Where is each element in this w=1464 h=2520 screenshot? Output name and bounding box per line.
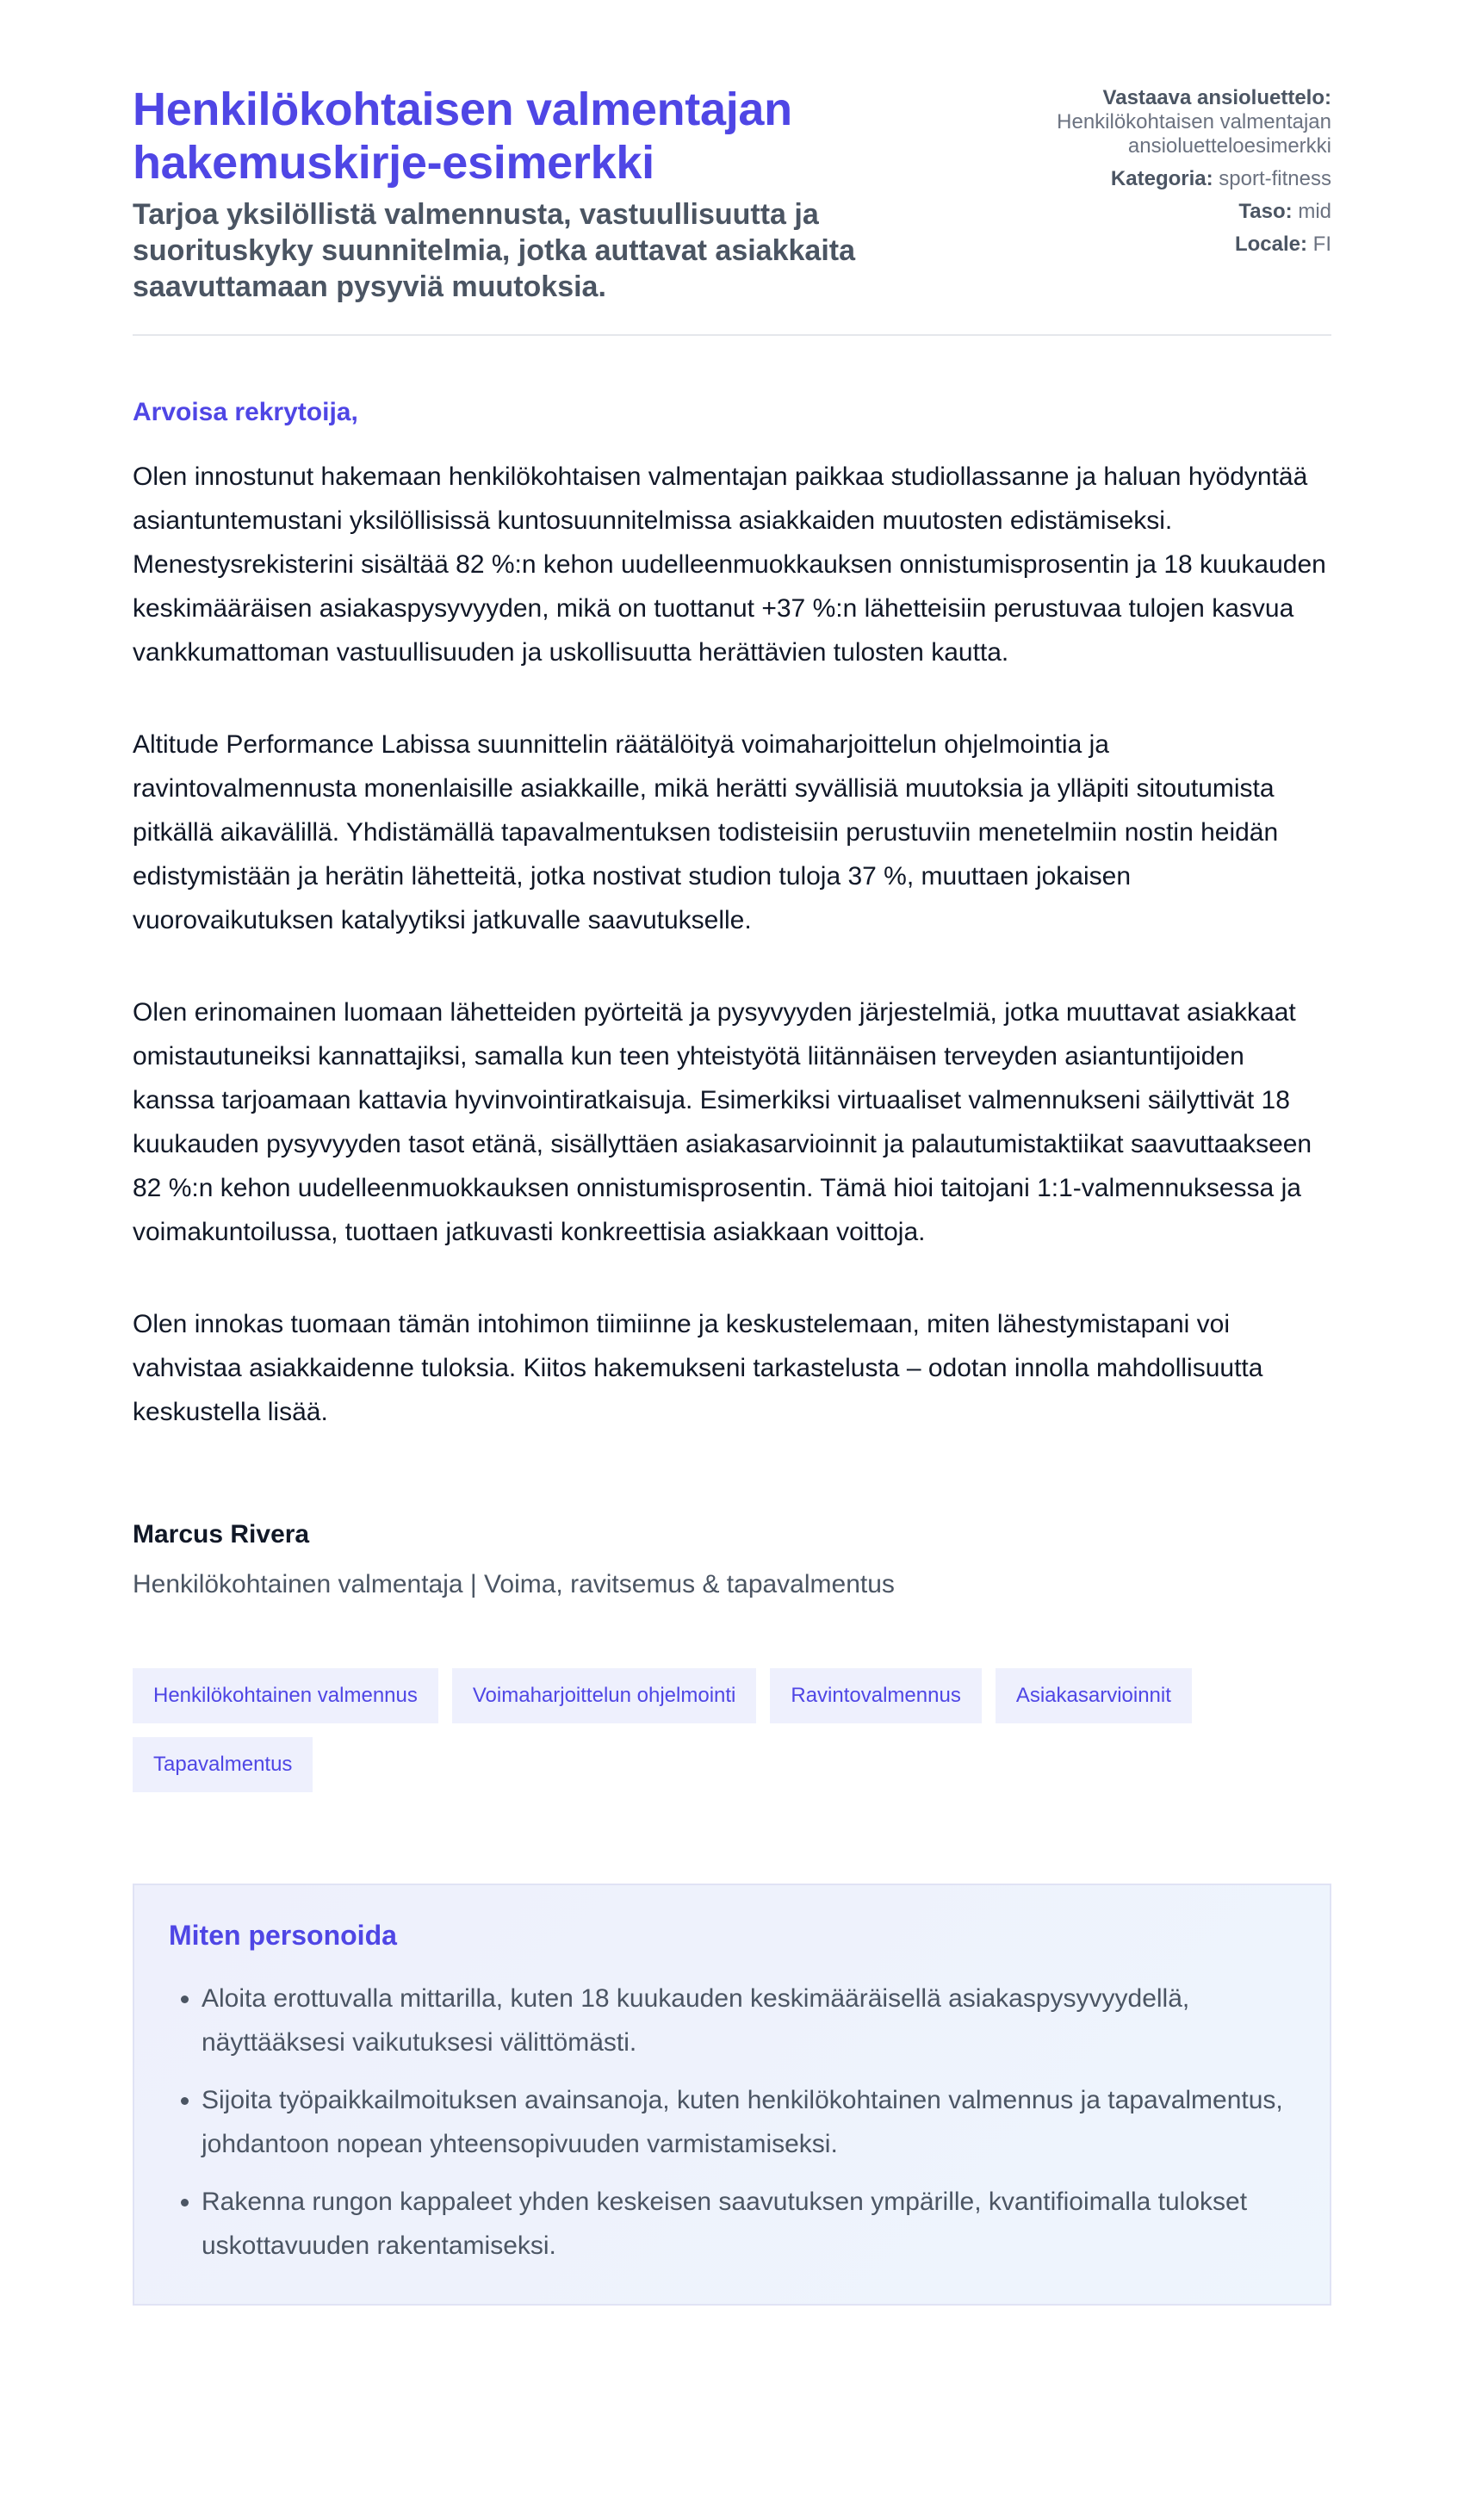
meta-locale-value: FI — [1312, 233, 1331, 256]
meta-related-resume-value: Henkilökohtaisen valmentajan ansioluetteloesimerkki — [1057, 110, 1331, 158]
letter-paragraph: Olen erinomainen luomaan lähetteiden pyörteitä ja pysyvyyden järjestelmiä, jotka muuttavat asiakkaat omistautuneiksi kannattajiksi, samalla kun teen yhteistyötä liitännäisen terveyden asiantuntijoiden kanssa tarjoamaan kattavia hyvinvointiratkaisuja. Esimerkiksi virtuaaliset valmennukseni säilyttivät 18 kuukauden pysyvyyden tasot etänä, sisällyttäen asiakasarvioinnit ja palautumistaktiikat saavuttaakseen 82 %:n kehon uudelleenmuokkauksen onnistumisprosentin. Tämä hioi taitojani 1:1-valmennuksessa ja voimakuntoilussa, tuottaen jatkuvasti konkreettisia asiakkaan voittoja. — [133, 998, 1312, 1246]
letter-greeting: Arvoisa rekrytoija, — [133, 398, 358, 426]
page-title: Henkilökohtaisen valmentajan hakemuskirje-esimerkki — [133, 84, 792, 189]
letter-body — [133, 396, 1331, 1601]
skill-tags — [133, 1668, 1338, 1792]
skill-tag: Henkilökohtainen valmennus — [133, 1668, 438, 1723]
meta-category-value: sport-fitness — [1219, 167, 1331, 190]
meta-category — [970, 167, 1331, 191]
signature-name: Marcus Rivera — [133, 1520, 310, 1549]
meta-related-resume — [970, 86, 1331, 158]
meta-level-label: Taso: — [1238, 200, 1293, 223]
meta-locale-label: Locale: — [1234, 233, 1307, 256]
skill-tag: Asiakasarvioinnit — [996, 1668, 1192, 1723]
header-divider — [133, 334, 1331, 336]
letter-paragraph: Altitude Performance Labissa suunnittelin räätälöityä voimaharjoittelun ohjelmointia ja ravintovalmennusta monenlaisille asiakkaille, mikä herätti syvällisiä muutoksia ja ylläpiti sitoutumista pitkällä aikavälillä. Yhdistämällä tapavalmentuksen todisteisiin perustuviin menetelmiin nostin heidän edistymistään ja herätin lähetteitä, jotka nostivat studion tuloja 37 %, muuttaen jokaisen vuorovaikutuksen katalyytiksi jatkuvalle saavutukselle. — [133, 730, 1279, 934]
meta-category-label: Kategoria: — [1110, 167, 1213, 190]
skill-tag: Voimaharjoittelun ohjelmointi — [452, 1668, 757, 1723]
meta-panel — [970, 86, 1331, 265]
letter-paragraph: Olen innokas tuomaan tämän intohimon tiimiinne ja keskustelemaan, miten lähestymistapani voi vahvistaa asiakkaidenne tuloksia. Kiitos hakemukseni tarkastelusta – odotan innolla mahdollisuutta keskustella lisää. — [133, 1310, 1263, 1426]
personalize-box — [133, 1884, 1331, 2306]
meta-level — [970, 200, 1331, 224]
list-item: • Aloita erottuvalla mittarilla, kuten 18 kuukauden keskimääräisellä asiakaspysyvyydellä, näyttääksesi vaikutuksesi välittömästi. — [202, 1977, 1295, 2064]
list-item: • Sijoita työpaikkailmoituksen avainsanoja, kuten henkilökohtainen valmennus ja tapavalmentus, johdantoon nopean yhteensopivuuden varmistamiseksi. — [202, 2078, 1295, 2166]
page-subtitle: Tarjoa yksilöllistä valmennusta, vastuullisuutta ja suorituskyky suunnitelmia, jotka auttavat asiakkaita saavuttamaan pysyviä muutoksia. — [133, 198, 855, 303]
meta-locale — [970, 233, 1331, 257]
personalize-tips — [169, 1977, 1295, 2268]
personalize-title: Miten personoida — [169, 1920, 397, 1951]
skill-tag: Tapavalmentus — [133, 1737, 313, 1792]
skill-tag: Ravintovalmennus — [770, 1668, 981, 1723]
list-item: • Rakenna rungon kappaleet yhden keskeisen saavutuksen ympärille, kvantifioimalla tulokset uskottavuuden rakentamiseksi. — [202, 2180, 1295, 2268]
signature-role: Henkilökohtainen valmentaja | Voima, ravitsemus & tapavalmentus — [133, 1570, 895, 1598]
meta-level-value: mid — [1298, 200, 1331, 223]
meta-related-resume-label: Vastaava ansioluettelo: — [1102, 86, 1331, 109]
letter-paragraph: Olen innostunut hakemaan henkilökohtaisen valmentajan paikkaa studiollassanne ja haluan hyödyntää asiantuntemustani yksilöllisissä kuntosuunnitelmissa asiakkaiden muutosten edistämiseksi. Menestysrekisterini sisältää 82 %:n kehon uudelleenmuokkauksen onnistumisprosentin ja 18 kuukauden keskimääräisen asiakaspysyvyyden, mikä on tuottanut +37 %:n lähetteisiin perustuvaa tulojen kasvua vankkumattoman vastuullisuuden ja uskollisuutta herättävien tulosten kautta. — [133, 462, 1326, 667]
page-header — [133, 83, 1331, 307]
